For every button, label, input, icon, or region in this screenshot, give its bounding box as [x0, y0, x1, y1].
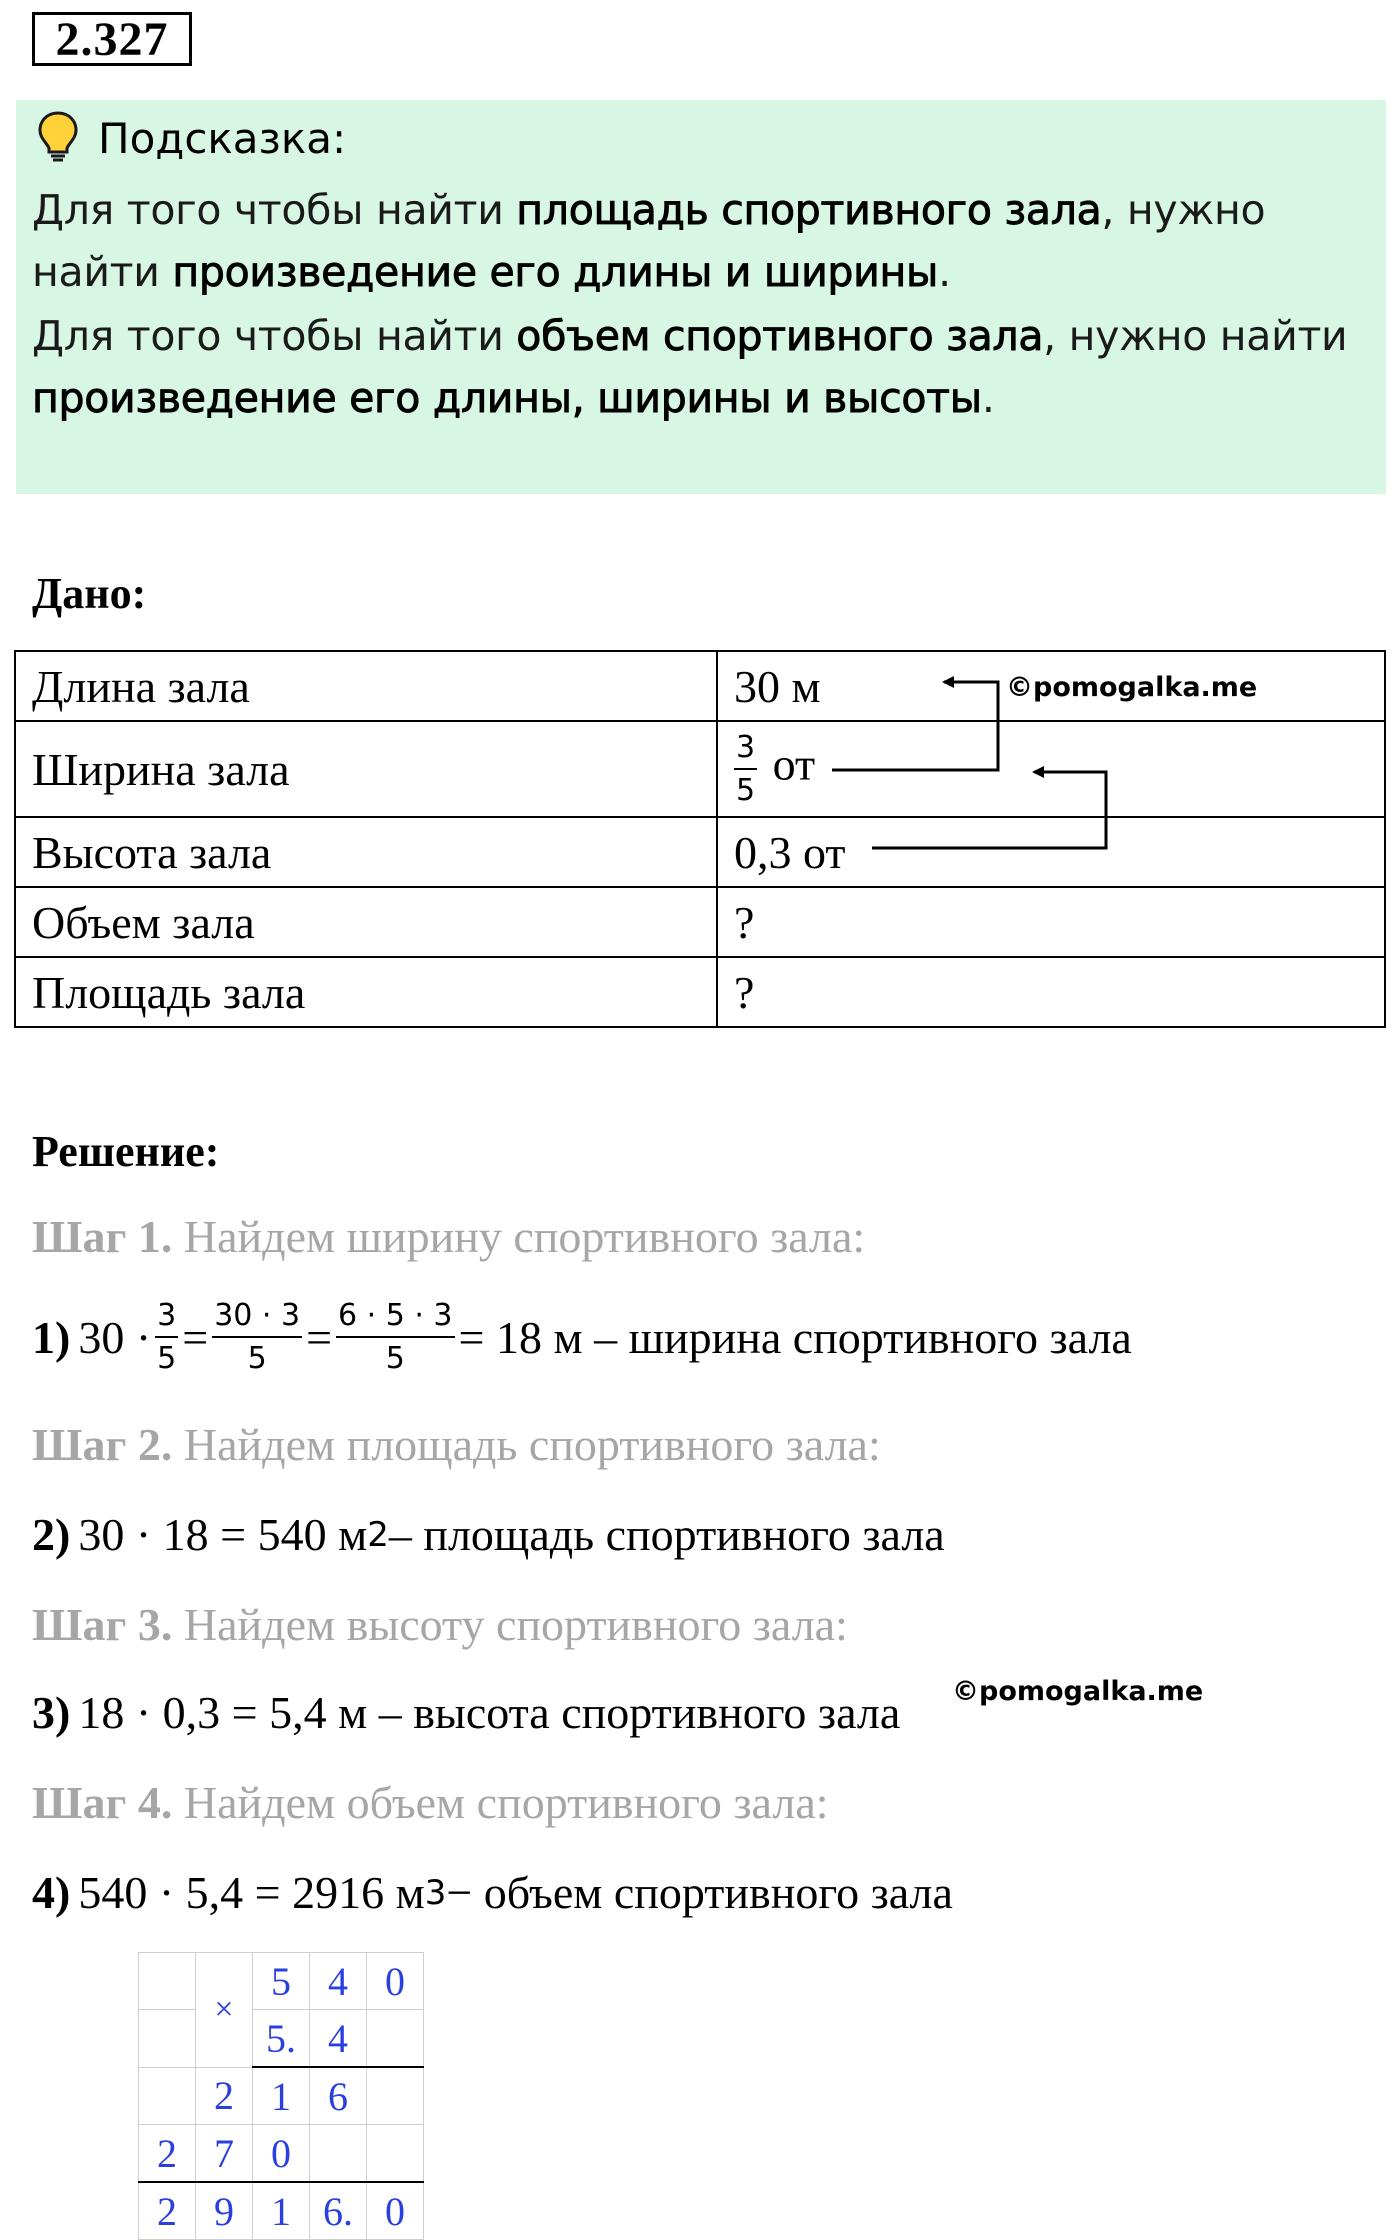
equation-2: 2) 30 · 18 = 540 м 2 – площадь спортивного зала: [32, 1509, 945, 1560]
digit-cell: 1: [253, 2182, 310, 2240]
table-row: [15, 721, 1385, 817]
given-value: ?: [717, 957, 1385, 1027]
table-row: [15, 817, 1385, 887]
given-label: Ширина зала: [15, 721, 717, 817]
digit-cell: [139, 2067, 196, 2125]
given-label: Объем зала: [15, 887, 717, 957]
multiply-sign: ×: [196, 1953, 253, 2068]
digit-cell: [139, 1953, 196, 2010]
problem-number: 2.327: [32, 12, 192, 66]
hint-line-4: произведение его длины, ширины и высоты.: [32, 374, 995, 422]
given-table: [14, 650, 1386, 1028]
solution-title: Решение:: [32, 1127, 220, 1176]
fraction: $\frac{30 \cdot 3}{5}$: [214, 1298, 301, 1376]
lightbulb-icon: [36, 110, 80, 164]
step-2: Шаг 2. Найдем площадь спортивного зала:: [32, 1419, 881, 1470]
digit-cell: 4: [310, 1953, 367, 2010]
watermark: ©pomogalka.me: [952, 1676, 1204, 1707]
hint-line-3: Для того чтобы найти объем спортивного зала, нужно найти: [32, 312, 1348, 360]
given-value: 30 м: [717, 651, 1385, 721]
table-row: [139, 2067, 424, 2125]
digit-cell: 1: [253, 2067, 310, 2125]
fraction: $\frac{6 \cdot 5 \cdot 3}{5}$: [338, 1298, 453, 1376]
table-row: [139, 2010, 424, 2068]
given-value: ?: [717, 887, 1385, 957]
fraction: $\frac{3}{5}$: [157, 1298, 177, 1376]
step-3: Шаг 3. Найдем высоту спортивного зала:: [32, 1599, 848, 1650]
equation-1: 1) 30 · $\frac{3}{5}$ = $\frac{30 \cdot 3}{5}$ = $\frac{6 \cdot 5 \cdot 3}{5}$ = 18 м – ширина спортивного зала: [32, 1298, 1132, 1376]
table-row: [139, 2182, 424, 2240]
given-title: Дано:: [32, 569, 147, 618]
digit-cell: 6: [310, 2067, 367, 2125]
given-value: 0,3 от: [717, 817, 1385, 887]
equation-4: 4) 540 · 5,4 = 2916 м 3 − объем спортивного зала: [32, 1867, 953, 1918]
table-row: [139, 1953, 424, 2010]
step-1: Шаг 1. Найдем ширину спортивного зала:: [32, 1211, 866, 1262]
table-row: [139, 2125, 424, 2183]
digit-cell: 2: [139, 2182, 196, 2240]
digit-cell: 5: [253, 1953, 310, 2010]
watermark: ©pomogalka.me: [1006, 672, 1258, 703]
digit-cell: [367, 2067, 424, 2125]
digit-cell: 4: [310, 2010, 367, 2068]
digit-cell: [139, 2010, 196, 2068]
digit-cell: 7: [196, 2125, 253, 2183]
hint-title: Подсказка:: [98, 114, 347, 163]
digit-cell: [310, 2125, 367, 2183]
digit-cell: 9: [196, 2182, 253, 2240]
digit-cell: 0: [367, 1953, 424, 2010]
table-row: [15, 957, 1385, 1027]
equation-3: 3) 18 · 0,3 = 5,4 м – высота спортивного зала: [32, 1687, 901, 1738]
table-row: [15, 887, 1385, 957]
digit-cell: 2: [139, 2125, 196, 2183]
digit-cell: 2: [196, 2067, 253, 2125]
hint-line-2: найти произведение его длины и ширины.: [32, 248, 951, 296]
step-4: Шаг 4. Найдем объем спортивного зала:: [32, 1777, 829, 1828]
given-label: Длина зала: [15, 651, 717, 721]
digit-cell: [367, 2010, 424, 2068]
digit-cell: 5.: [253, 2010, 310, 2068]
column-multiplication: [138, 1952, 424, 2240]
fraction: $\frac{3}{5}$: [736, 730, 756, 808]
given-label: Площадь зала: [15, 957, 717, 1027]
digit-cell: 0: [367, 2182, 424, 2240]
hint-line-1: Для того чтобы найти площадь спортивного зала, нужно: [32, 186, 1266, 234]
given-value: $\frac{3}{5}$ от: [717, 721, 1385, 817]
digit-cell: 6.: [310, 2182, 367, 2240]
digit-cell: 0: [253, 2125, 310, 2183]
digit-cell: [367, 2125, 424, 2183]
given-label: Высота зала: [15, 817, 717, 887]
